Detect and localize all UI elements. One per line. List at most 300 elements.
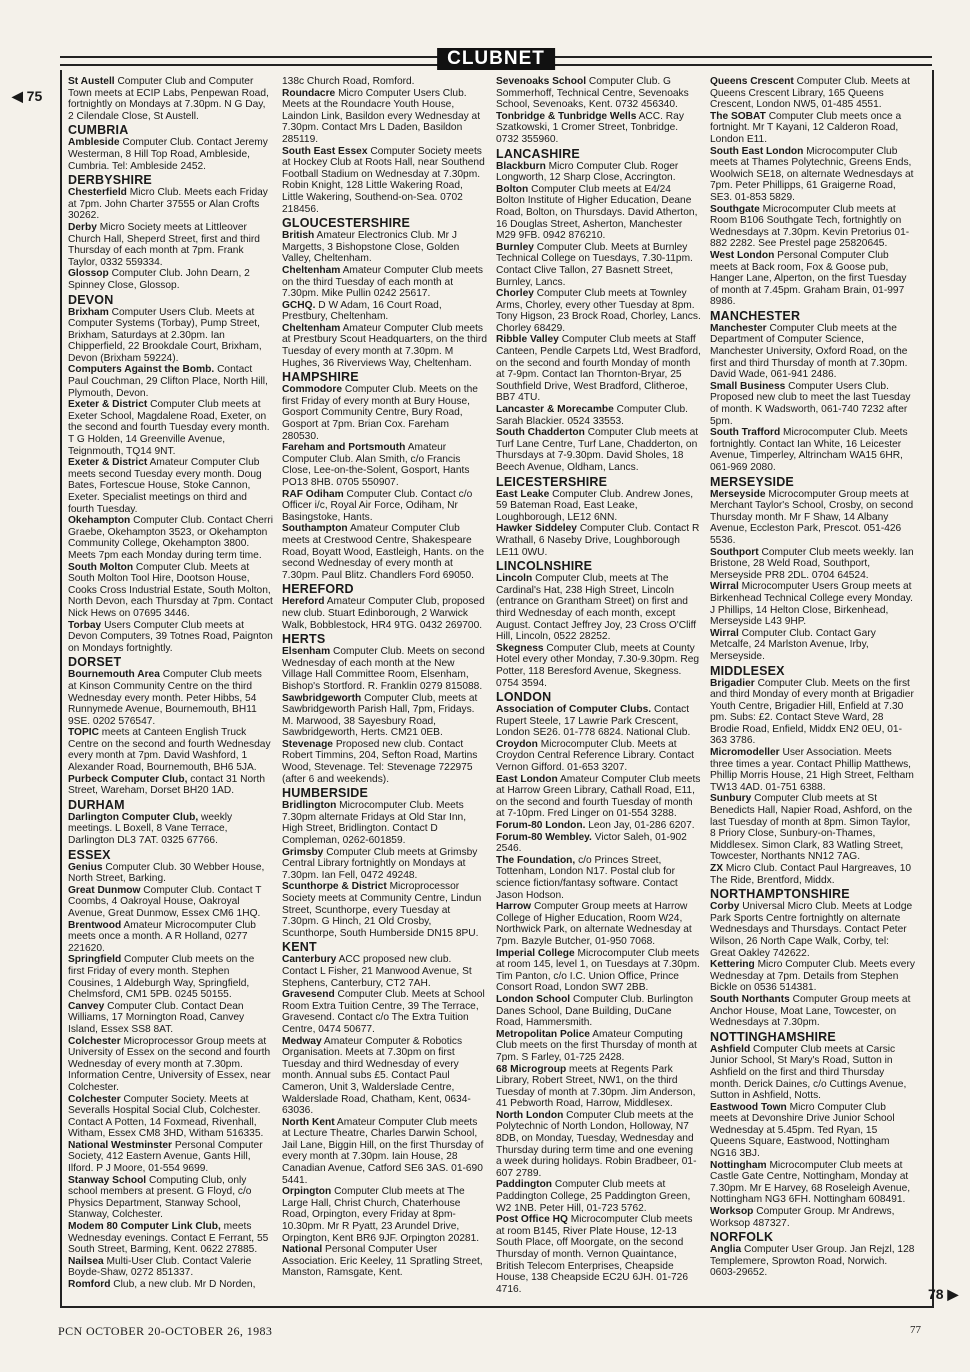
club-details: Computer Club. Meets at South Molton Tool Hire, Dootson House, Cooks Cross Industrial Estate, South Molton, North Devon, each Thursday at 7pm. Contact Nick Hews on 07695 3446. bbox=[68, 561, 273, 619]
club-name: South Northants bbox=[710, 993, 790, 1005]
club-entry bbox=[496, 832, 701, 855]
club-name: Romford bbox=[68, 1279, 111, 1290]
club-name: Sawbridgeworth bbox=[282, 692, 362, 704]
club-entry bbox=[68, 1256, 273, 1279]
club-details: Computer Users Club. Proposed new club to meet the last Tuesday of month. K Wadsworth, 061-740 7232 after 5pm. bbox=[710, 380, 911, 427]
club-details: Micro Computer Users Club. Meets at the Roundacre Youth House, Laindon Link, Basildon every Wednesday at 7.30pm. Contact Mrs L Daden, Basildon 285119. bbox=[282, 87, 481, 145]
club-details: Computer Club, meets at The Cardinal's Hat, 238 High Street, Lincoln (entrance on Grantham Street) on first and third Wednesday of each month, except August. Contact Jeffrey Joy, 23 Cross O'Cliff Hill, Lincoln, 0522 28252. bbox=[496, 573, 697, 643]
club-details: meets Wednesday evenings. Contact E Ferrant, 55 South Street, Barming, Kent. 0622 27885. bbox=[68, 1221, 269, 1256]
club-entry bbox=[496, 901, 701, 947]
club-entry bbox=[496, 334, 701, 404]
club-entry bbox=[282, 1186, 487, 1244]
club-entry bbox=[710, 547, 915, 582]
club-name: Paddington bbox=[496, 1179, 553, 1191]
club-details: Microcomputer Club meets at Thames Polytechnic, Greens Ends, Woolwich SE18, on alternate Wednesdays at 7pm. Peter Phillipps, 61 Graigerne Road, SE3. 01-853 5829. bbox=[710, 145, 914, 203]
section-title: CLUBNET bbox=[437, 48, 555, 70]
club-entry bbox=[496, 948, 701, 994]
club-details: Personal Computer Society, 412 Eastern Avenue, Gants Hill, Ilford. P J Moore, 01-554 9699. bbox=[68, 1139, 263, 1175]
club-details: Computer Club. Burlington Danes School, Dane Building, DuCane Road, Hammersmith. bbox=[496, 993, 694, 1029]
club-details: Computer Club meets weekly. Ian Bristone, 28 Weld Road, Southport, Merseyside PR8 2DL. 0704 64524. bbox=[710, 546, 914, 581]
club-entry bbox=[282, 146, 487, 216]
region-heading: HEREFORD bbox=[282, 582, 354, 597]
club-details: Computer Club meets at Townley Arms, Chorley, every other Tuesday at 8pm. Tony Higson, 23 Brock Road, Chorley, Lancs. Chorley 68429. bbox=[496, 288, 701, 334]
club-entry bbox=[710, 1206, 915, 1229]
club-name: Hereford bbox=[282, 596, 325, 608]
club-details: Computer Club. Meets on the first and third Monday of every month at Brigadier Youth Centre, Brigadier Hill, Enfield at 7.30 pm. Subs: £2. Contact Steve Ward, 28 Brodie Road, Enfield, Middx EN2 0EU, 01-363 3786. bbox=[710, 677, 914, 747]
region-heading: KENT bbox=[282, 940, 317, 955]
club-entry bbox=[710, 1044, 915, 1102]
club-name: RAF Odiham bbox=[282, 488, 344, 500]
club-details: Computer Club. G Sommerhoff, Technical Centre, Sevenoaks School, Sevenoaks, Kent. 0732 456340. bbox=[496, 76, 689, 111]
club-details: Computer Club. Contact Dean Williams, 17 Mornington Road, Canvey Island, Essex SS8 8AT. bbox=[68, 1000, 245, 1035]
club-entry bbox=[710, 793, 915, 863]
region-heading: LEICESTERSHIRE bbox=[496, 474, 608, 489]
club-entry bbox=[68, 1001, 273, 1036]
club-details: Amateur Electronics Club. Mr J Margetts, 3 Bishopstone Close, Golden Valley, Cheltenham. bbox=[282, 230, 460, 265]
club-name: Brixham bbox=[68, 306, 109, 318]
club-details: Amateur Computer Club meets at Prestbury Scout Headquarters, on the third Tuesday of every month at 7.30pm. M Hughes, 36 Riverviews Way, Cheltenham. bbox=[282, 322, 487, 369]
club-name: Harrow bbox=[496, 901, 532, 913]
club-name: Derby bbox=[68, 221, 97, 233]
club-name: South East London bbox=[710, 145, 804, 157]
club-details: Microcomputer Users Group meets at Birkenhead Technical College every Monday. J Phillips, 14 Helton Close, Birkenhead, Merseyside L43 9HP. bbox=[710, 581, 913, 628]
club-name: TOPIC bbox=[68, 727, 99, 739]
club-name: Medway bbox=[282, 1035, 322, 1047]
club-name: Manchester bbox=[710, 322, 767, 334]
club-entry bbox=[710, 747, 915, 793]
club-name: Colchester bbox=[68, 1035, 121, 1047]
club-name: Lancaster & Morecambe bbox=[496, 404, 614, 416]
club-entry bbox=[496, 161, 701, 184]
club-name: Purbeck Computer Club, bbox=[68, 773, 188, 785]
club-details: Computer Club. John Dearn, 2 Spinney Close, Glossop. bbox=[68, 268, 250, 291]
club-name: St Austell bbox=[68, 76, 115, 87]
club-details: Microcomputer Club meets at room 145, level 1, on Tuesdays at 7.30pm. Tim Panton, c/o I.C. Union Office, Prince Consort Road, London SW7 2BB. bbox=[496, 947, 700, 994]
club-details: Microcomputer Club. Meets 7.30pm alternate Fridays at Old Star Inn, High Street, Bridlington. Contact D Compleman, 0262-601859. bbox=[282, 800, 467, 847]
club-name: Hawker Siddeley bbox=[496, 523, 577, 535]
club-details: meets at Canteen English Truck Centre on the second and fourth Wednesday every month at 7pm. David Washford, 1 Alexander Road, Bournemouth, BH6 5JA. bbox=[68, 727, 271, 774]
club-name: Canvey bbox=[68, 1000, 105, 1012]
club-details: Computer Club. 30 Webber House, North Street, Barking. bbox=[68, 861, 265, 885]
club-entry bbox=[282, 989, 487, 1035]
club-details: contact 31 North Street, Wareham, Dorset BH20 1AD. bbox=[68, 773, 266, 797]
region-heading: NOTTINGHAMSHIRE bbox=[710, 1029, 836, 1044]
club-name: Worksop bbox=[710, 1206, 754, 1218]
club-entry bbox=[496, 1110, 701, 1180]
club-entry bbox=[68, 1140, 273, 1175]
club-details: Computer Group meets at Harrow College of Higher Education, Room W24, Northwick Park, on alternate Wednesday at 7pm. Bazyle Butcher, 01-950 7068. bbox=[496, 901, 692, 947]
club-entry bbox=[68, 920, 273, 955]
club-details: User Association. Meets three times a year. Contact Phillip Matthews, Phillip Morris House, 21 High Street, Feltham TW13 4AD. 01-751 6388. bbox=[710, 747, 914, 793]
club-name: The Foundation, bbox=[496, 854, 576, 866]
club-details: Computer Club. Meets at Queens Crescent Library, 165 Queens Crescent, London NW5, 01-485 4551. bbox=[710, 76, 910, 111]
club-entry bbox=[496, 76, 701, 111]
club-details: Computer User Group. Jan Rejzl, 128 Templemere, Sprowton Road, Norwich. 0603-29652. bbox=[710, 1244, 915, 1279]
club-entry bbox=[68, 1094, 273, 1140]
club-name: Modem 80 Computer Link Club, bbox=[68, 1221, 221, 1233]
club-entry bbox=[710, 901, 915, 959]
club-name: British bbox=[282, 230, 315, 242]
club-details: Computer Club meets at Kinson Community Centre on the third Wednesday every month. Peter Hibbs, 54 Runnymede Avenue, Bournemouth, BH11 9SE. 0202 576547. bbox=[68, 669, 262, 727]
club-entry bbox=[282, 1244, 487, 1279]
club-entry bbox=[68, 307, 273, 365]
club-entry bbox=[710, 863, 915, 886]
club-details: Microprocessor Society meets at Community Centre, Lindun Street, Scunthorpe, every Tuesday at 7.30pm. G Hinch, 21 Old Crosby, Scunthorpe, South Humberside DN15 8PU. bbox=[282, 881, 482, 939]
club-name: Eastwood Town bbox=[710, 1101, 787, 1113]
club-details: Computer Club. Andrew Jones, 59 Bateman Road, East Leake, Loughborough, LE12 6NN. bbox=[496, 488, 694, 523]
region-heading: ESSEX bbox=[68, 847, 111, 862]
club-entry bbox=[710, 381, 915, 427]
club-name: Exeter & District bbox=[68, 399, 148, 411]
club-details: Microcomputer Club meets at room B145, River Plate House, 12-13 South Place, off Moorgate, on the second Thursday of month. Vernon Quaintance, British Telecom Enterprises, Cheapside House, 138 Cheapside EC2U 6JH. 01-726 4716. bbox=[496, 1214, 693, 1295]
club-name: Great Dunmow bbox=[68, 884, 141, 896]
club-name: East Leake bbox=[496, 488, 550, 500]
club-entry bbox=[68, 727, 273, 773]
club-entry bbox=[710, 1102, 915, 1160]
club-details: Computer Society. Meets at Severalls Hospital Social Club, Colchester. Contact A Potten, 14 Foxmead, Rivenhall, Witham, Essex CM8 3HD, Witham 516335. bbox=[68, 1093, 264, 1140]
region-heading: CUMBRIA bbox=[68, 123, 129, 138]
club-details: Microcomputer Club meets at Castle Gate Centre, Nottingham, Monday at 7.30pm. Mr E Harvey, 68 Roseleigh Avenue, Nottingham NG3 6FH. Nottingham 608491. bbox=[710, 1159, 911, 1206]
region-heading: DORSET bbox=[68, 655, 122, 670]
club-name: North London bbox=[496, 1109, 564, 1121]
club-details: Contact Rupert Steele, 17 Lawrie Park Crescent, London SE26. 01-778 6824. National Club. bbox=[496, 704, 691, 739]
club-details: Universal Micro Club. Meets at Lodge Park Sports Centre fortnightly on alternate Wednesdays and Thursdays. Contact Peter Wilson, 26 North Cape Walk, Corby, tel: Great Oakley 742622. bbox=[710, 901, 913, 959]
listing-columns bbox=[68, 76, 926, 1300]
club-entry bbox=[496, 184, 701, 242]
club-name: Ambleside bbox=[68, 137, 120, 149]
club-entry bbox=[496, 994, 701, 1029]
club-entry bbox=[496, 774, 701, 820]
club-name: ZX bbox=[710, 863, 724, 874]
club-details: Amateur Computer Club. Alan Smith, c/o Francis Close, Lee-on-the-Solent, Gosport, Hants PO13 8HB. 0705 550907. bbox=[282, 442, 470, 488]
club-entry bbox=[282, 230, 487, 265]
club-details: Computer Club meets at Carsic Junior School, St Mary's Road, Sutton in Ashfield on the first and third Thursday month. Derick Daines, c/o Cuttings Avenue, Sutton in Ashfield, Notts. bbox=[710, 1043, 907, 1102]
club-name: Blackburn bbox=[496, 160, 546, 172]
club-entry bbox=[68, 515, 273, 561]
club-details: Users Computer Club meets at Devon Computers, 39 Totnes Road, Paignton on Mondays fortnightly. bbox=[68, 619, 273, 654]
club-details: ACC. Ray Szatkowski, 1 Cromer Street, Tonbridge. 0732 355960. bbox=[496, 110, 684, 145]
club-name: Ribble Valley bbox=[496, 334, 559, 346]
club-details: Computer Club. Contact Gary Metcalfe, 24 Marlston Avenue, Irby, Merseyside. bbox=[710, 627, 876, 662]
club-entry bbox=[282, 693, 487, 739]
club-details: Micro Society meets at Littleover Church Hall, Sheperd Street, first and third Thursday of each month at 7pm. Frank Taylor, 0332 559334. bbox=[68, 221, 260, 268]
club-name: Lincoln bbox=[496, 573, 533, 585]
club-details: Computer Group meets at Anchor House, Moat Lane, Towcester, on Wednesdays at 7.30pm. bbox=[710, 993, 911, 1029]
club-name: GCHQ. bbox=[282, 299, 316, 311]
club-entry bbox=[68, 1279, 273, 1291]
region-heading: DURHAM bbox=[68, 797, 125, 812]
club-details: Personal Computer Club meets at Back room, Fox & Goose pub, Hanger Lane, Alperton, on the first Tuesday of month at 7.45pm. Graham Brain, 01-997 8986. bbox=[710, 249, 907, 308]
club-name: Darlington Computer Club, bbox=[68, 811, 199, 823]
club-entry bbox=[496, 489, 701, 524]
club-name: 68 Microgroup bbox=[496, 1063, 567, 1075]
club-details: Computer Club. Contact T Coombs, 4 Oakroyal House, Oakroyal Avenue, Great Dunmow, Essex CM6 1HQ. bbox=[68, 884, 262, 919]
club-name: Stevenage bbox=[282, 738, 333, 750]
club-entry bbox=[68, 885, 273, 920]
club-entry bbox=[710, 581, 915, 627]
club-details: Computer Club and Computer Town meets at ECIP Labs, Penpewan Road, fortnightly on Mondays at 7.30pm. N G Day, 2 Cilendale Close, St Austell. bbox=[68, 76, 269, 122]
club-name: Wirral bbox=[710, 581, 739, 593]
club-entry bbox=[710, 678, 915, 748]
club-details: Computer Club meets at Grimsby Central Library fortnightly on Mondays at 7.30pm. Ian Fell, 0472 49248. bbox=[282, 846, 478, 881]
region-heading: NORTHAMPTONSHIRE bbox=[710, 887, 850, 902]
club-details: Micro Computer Club. Roger Longworth, 12 Sharp Close, Accrington. bbox=[496, 160, 679, 184]
club-details: Computer Club meets at Turf Lane Centre, Turf Lane, Chadderton, on Thursdays at 7-9.30pm. David Sholes, 18 Beech Avenue, Oldham, Lancs. bbox=[496, 427, 699, 473]
club-name: Orpington bbox=[282, 1186, 332, 1198]
club-name: Bridlington bbox=[282, 800, 337, 812]
next-page-link[interactable]: 78 ▶ bbox=[928, 1286, 959, 1302]
club-details: Microcomputer Group meets at Merchant Taylor's School, Crosby, on second Thursday month. Mr F Shaw, 14 Albany Avenue, Eccleston Park, Prescot. 051-426 5536. bbox=[710, 488, 914, 546]
club-entry bbox=[710, 146, 915, 204]
club-details: Microcomputer Club. Meets fortnightly. Contact Ian White, 16 Leicester Avenue, Timperley, Altrincham WA15 6HR, 061-969 2080. bbox=[710, 427, 908, 473]
club-name: South East Essex bbox=[282, 145, 368, 157]
club-entry bbox=[710, 994, 915, 1029]
club-name: Corby bbox=[710, 901, 740, 913]
club-entry bbox=[496, 1064, 701, 1110]
club-name: North Kent bbox=[282, 1116, 335, 1128]
club-details: Computer Club meets at the Polytechnic of North London, Holloway, N7 8DB, on Monday, Tuesday, Wednesday and Thursday during term time and one evening a week during holidays. Robin Bradbeer, 01-607 2789. bbox=[496, 1109, 697, 1179]
club-details: Computer Club. Meets on second Wednesday of each month at the New Village Hall Committee Room, Elsenham, Bishop's Stortford. R. Franklin 0279 815088. bbox=[282, 646, 485, 692]
club-entry bbox=[68, 669, 273, 727]
club-name: National bbox=[282, 1244, 323, 1256]
club-entry bbox=[282, 76, 487, 88]
club-entry bbox=[496, 739, 701, 774]
club-name: Commodore bbox=[282, 384, 342, 396]
club-name: Torbay bbox=[68, 619, 102, 631]
club-details: Victor Saleh, 01-902 2546. bbox=[496, 831, 687, 855]
club-name: Brigadier bbox=[710, 677, 755, 689]
club-details: Micro Club. Contact Paul Hargreaves, 10 The Ride, Brentford, Middx. bbox=[710, 863, 912, 886]
club-details: Computer Club. Meets on the first Friday of every month at Bury House, Gosport Community Centre, Bury Road, Gosport at 7pm. Brian Cox. Fareham 280530. bbox=[282, 384, 478, 442]
club-entry bbox=[496, 1179, 701, 1214]
club-entry bbox=[282, 847, 487, 882]
club-details: Amateur Computer Club meets at Lecture Theatre, Charles Darwin School, Jail Lane, Biggin Hill, on the first Thursday of every month at 7.30pm. Iain House, 28 Canadian Avenue, Catford SE6 3AS. 01-690 5441. bbox=[282, 1116, 484, 1186]
club-details: Computer Club meets at Staff Canteen, Pendle Carpets Ltd, West Bradford, on the second and fourth Monday of month at 7-9pm. Contact Ian Thornton-Bryar, 25 Southfield Drive, West Bradford, Clitheroe, BB7 4TU. bbox=[496, 334, 701, 404]
club-details: Computer Club. Contact Cherri Graebe, Okehampton 3523, or Okehampton Community College, Okehampton 3800. Meets 7pm each Monday during term time. bbox=[68, 515, 273, 561]
club-entry bbox=[496, 427, 701, 473]
club-details: Amateur Computer Club meets second Tuesday every month. Doug Bates, Fortescue House, Stoke Cannon, Exeter. Specialist meetings on third and fourth Tuesday. bbox=[68, 457, 262, 515]
region-heading: MIDDLESEX bbox=[710, 663, 785, 678]
club-entry bbox=[496, 1214, 701, 1295]
club-details: Computer Club meets at The Large Hall, Christ Church, Chaterhouse Road, Orpington, every Friday at 8pm-10.30pm. Mr R Pyatt, 23 Arundel Drive, Orpington, Kent BR6 9JF. Orpington 20281. bbox=[282, 1186, 480, 1244]
club-name: Roundacre bbox=[282, 87, 336, 99]
footer-issue: PCN OCTOBER 20-OCTOBER 26, 1983 bbox=[58, 1324, 273, 1338]
club-entry bbox=[282, 1117, 487, 1187]
club-entry bbox=[68, 364, 273, 399]
club-name: Elsenham bbox=[282, 646, 331, 658]
club-name: Queens Crescent bbox=[710, 76, 794, 87]
club-entry bbox=[496, 573, 701, 643]
club-entry bbox=[68, 954, 273, 1000]
club-entry bbox=[68, 137, 273, 172]
club-details: Micro Computer Club meets at Devonshire Drive Junior School Wednesday at 5.45pm. Ted Ryan, 15 Queens Square, Eastwood, Nottingham NG16 3BJ. bbox=[710, 1101, 895, 1160]
club-entry bbox=[282, 800, 487, 846]
club-entry bbox=[710, 323, 915, 381]
club-details: Microcomputer Club meets at Room B106 Southgate Tech, fortnightly on Wednesdays at 7.30pm. Kevin Pretorius 01-882 2282. See Prestel page 25820645. bbox=[710, 203, 910, 250]
club-details: ACC proposed new club. Contact L Fisher, 21 Manwood Avenue, St Stephens, Canterbury, CT2 7AH. bbox=[282, 954, 472, 989]
club-name: Fareham and Portsmouth bbox=[282, 442, 406, 454]
club-name: Nottingham bbox=[710, 1159, 767, 1171]
club-entry bbox=[68, 620, 273, 655]
club-details: Computer Club. Meets at Burnley Technical College on Tuesdays, 7.30-11pm. Contact Clive Tallon, 27 Basnett Street, Burnley, Lancs. bbox=[496, 241, 693, 288]
club-details: Amateur Computing Club meets on the first Thursday of month at 7pm. S Farley, 01-725 2428. bbox=[496, 1028, 697, 1063]
club-name: Metropolitan Police bbox=[496, 1028, 590, 1040]
club-name: Bolton bbox=[496, 183, 529, 195]
club-details: D W Adam, 16 Court Road, Prestbury, Cheltenham. bbox=[282, 299, 442, 323]
club-entry bbox=[710, 628, 915, 663]
club-name: East London bbox=[496, 773, 558, 785]
club-details: Computer Club meets at Exeter School, Magdalene Road, Exeter, on the second and fourth Tuesday every month. T G Holden, 14 Greenville Avenue, Teignmouth, TQ14 9NT. bbox=[68, 399, 270, 457]
club-details: Computer Club. Contact R Wrathall, 6 Naseby Drive, Loughborough LE11 0WU. bbox=[496, 523, 700, 558]
club-entry bbox=[68, 1036, 273, 1094]
club-name: Association of Computer Clubs. bbox=[496, 704, 652, 716]
club-name: Brentwood bbox=[68, 919, 122, 931]
club-name: Exeter & District bbox=[68, 457, 148, 469]
club-name: Cheltenham bbox=[282, 322, 341, 334]
club-details: Computer Club, meets at Sawbridgeworth Parish Hall, 7pm, Fridays. M. Marwood, 38 Sayesbury Road, Sawbridgeworth, Herts. CM21 0EB. bbox=[282, 692, 478, 739]
club-entry bbox=[710, 427, 915, 473]
club-details: Micro Computer Club. Meets every Wednesday at 7pm. Details from Stephen Bickle on 0536 514381. bbox=[710, 959, 915, 994]
club-name: Wirral bbox=[710, 627, 739, 639]
club-name: Small Business bbox=[710, 380, 786, 392]
club-name: Tonbridge & Tunbridge Wells bbox=[496, 110, 637, 122]
column-1 bbox=[68, 76, 273, 1300]
club-entry bbox=[282, 646, 487, 692]
club-details: c/o Princes Street, Tottenham, London N17. Postal club for science fiction/fantasy software. Contact Jason Hodson. bbox=[496, 854, 678, 901]
club-name: Nailsea bbox=[68, 1255, 104, 1267]
club-entry bbox=[496, 1029, 701, 1064]
region-heading: DERBYSHIRE bbox=[68, 173, 152, 188]
club-entry bbox=[282, 265, 487, 300]
club-details: Proposed new club. Contact Robert Timmins, 204, Sefton Road, Martins Wood, Stevenage. Tel: Stevenage 722975 (after 6 and weekends). bbox=[282, 738, 478, 785]
club-details: Club, a new club. Mr D Norden, bbox=[113, 1279, 256, 1290]
club-entry bbox=[496, 643, 701, 689]
club-details: Computer Club meets once a fortnight. Mr T Kayani, 12 Calderon Road, London E11. bbox=[710, 110, 902, 145]
club-entry bbox=[68, 187, 273, 222]
club-name: Skegness bbox=[496, 642, 544, 654]
club-details: Computer Club. Sarah Blackier. 0524 33553. bbox=[496, 404, 688, 427]
club-entry bbox=[710, 204, 915, 250]
club-name: West London bbox=[710, 249, 775, 261]
club-entry bbox=[68, 1221, 273, 1256]
club-entry bbox=[68, 457, 273, 515]
club-entry bbox=[282, 954, 487, 989]
club-details: Computer Group. Mr Andrews, Worksop 487327. bbox=[710, 1206, 895, 1229]
club-name: Ashfield bbox=[710, 1043, 751, 1055]
club-details: Computer Users Club. Meets at Computer Systems (Torbay), Pump Street, Brixham, Saturdays at 2.30pm. Ian Chipperfield, 22 Brookdale Court, Brixham, Devon (Brixham 59224). bbox=[68, 306, 262, 364]
club-details: Computer Society meets at Hockey Club at Roots Hall, near Southend Football Stadium on Wednesday at 7.30pm. Robin Knight, 128 Little Wakering Road, Little Wakering, Southend-on-Sea. 0702 218456. bbox=[282, 145, 485, 215]
club-entry bbox=[710, 959, 915, 994]
club-details: Microcomputer Club. Meets at Croydon Central Reference Library. Contact Vernon Gifford. 01-653 3207. bbox=[496, 738, 694, 774]
club-details: Amateur Computer Club meets at Harrow Green Library, Cathall Road, E11, on the second and fourth Tuesday of month at 7-10pm. Fred Linger on 01-554 3288. bbox=[496, 773, 701, 820]
club-name: London School bbox=[496, 993, 571, 1005]
club-name: Micromodeller bbox=[710, 747, 780, 759]
column-4 bbox=[710, 76, 915, 1300]
club-name: Imperial College bbox=[496, 947, 575, 959]
club-entry bbox=[282, 523, 487, 581]
club-entry bbox=[68, 76, 273, 122]
club-entry bbox=[282, 300, 487, 323]
club-entry bbox=[282, 442, 487, 488]
club-entry bbox=[282, 596, 487, 631]
club-details: Computer Club meets at Paddington College, 25 Paddington Green, W2 1NB. Peter Hill, 01-723 5762. bbox=[496, 1179, 691, 1214]
club-details: Contact Paul Couchman, 29 Clifton Place, North Hill, Plymouth, Devon. bbox=[68, 364, 268, 399]
club-entry bbox=[282, 489, 487, 524]
club-name: Genius bbox=[68, 861, 103, 873]
region-heading: LONDON bbox=[496, 690, 552, 705]
club-entry bbox=[496, 855, 701, 901]
club-details: Computer Club meets on the first Friday of every month. Stephen Cousines, 1 Aldeburgh Way, Springfield, Chelmsford, CM1 5PB. 0245 50155. bbox=[68, 954, 255, 1001]
club-entry bbox=[68, 399, 273, 457]
club-entry bbox=[282, 88, 487, 146]
club-entry bbox=[282, 739, 487, 785]
club-entry bbox=[282, 881, 487, 939]
club-entry bbox=[68, 812, 273, 847]
club-name: Sunbury bbox=[710, 793, 752, 805]
club-entry bbox=[496, 523, 701, 558]
region-heading: LINCOLNSHIRE bbox=[496, 559, 593, 574]
club-name: Bournemouth Area bbox=[68, 669, 160, 681]
club-name: Sevenoaks School bbox=[496, 76, 587, 87]
club-name: South Chadderton bbox=[496, 427, 585, 439]
club-entry bbox=[710, 489, 915, 547]
club-name: Southgate bbox=[710, 203, 760, 215]
club-details: 138c Church Road, Romford. bbox=[282, 76, 415, 87]
club-details: weekly meetings. L Boxell, 8 Vane Terrace, Darlington DL3 7AT. 0325 67766. bbox=[68, 811, 233, 847]
club-entry bbox=[496, 111, 701, 146]
club-name: Scunthorpe & District bbox=[282, 881, 387, 893]
club-entry bbox=[710, 111, 915, 146]
club-details: Multi-User Club. Contact Valerie Boyde-Shaw, 0272 851337. bbox=[68, 1255, 252, 1279]
club-details: Personal Computer User Association. Eric Keeley, 11 Spratling Street, Manston, Ramsgate, Kent. bbox=[282, 1244, 483, 1279]
region-heading: GLOUCESTERSHIRE bbox=[282, 216, 411, 231]
club-entry bbox=[282, 1036, 487, 1117]
club-entry bbox=[710, 1244, 915, 1279]
club-name: Canterbury bbox=[282, 954, 337, 966]
club-name: Kettering bbox=[710, 959, 755, 971]
club-details: Computer Club meets at the Department of Computer Science, Manchester University, Oxford Road, on the first and third Thursday of month at 7.30pm. David Wade, 061-941 2486. bbox=[710, 322, 908, 381]
region-heading: HUMBERSIDE bbox=[282, 786, 369, 801]
club-name: Gravesend bbox=[282, 989, 335, 1001]
club-name: Stanway School bbox=[68, 1174, 147, 1186]
club-name: Merseyside bbox=[710, 488, 766, 500]
club-name: Colchester bbox=[68, 1093, 121, 1105]
previous-page-link[interactable]: ◀ 75 bbox=[12, 88, 43, 104]
region-heading: DEVON bbox=[68, 292, 114, 307]
club-name: The SOBAT bbox=[710, 110, 766, 122]
club-name: Cheltenham bbox=[282, 264, 341, 276]
region-heading: MANCHESTER bbox=[710, 308, 801, 323]
club-name: National Westminster bbox=[68, 1139, 172, 1151]
column-3 bbox=[496, 76, 701, 1300]
club-name: South Molton bbox=[68, 561, 134, 573]
club-name: Southampton bbox=[282, 523, 348, 535]
club-name: Computers Against the Bomb. bbox=[68, 364, 215, 376]
club-details: Computer Club. Meets at School Room Extra Tuition Centre, 39 The Terrace, Gravesend. Contact c/o The Extra Tuition Centre, 0474 50677. bbox=[282, 989, 485, 1035]
column-2 bbox=[282, 76, 487, 1300]
club-entry bbox=[68, 222, 273, 268]
club-name: South Trafford bbox=[710, 427, 781, 439]
club-details: Amateur Computer & Robotics Organisation. Meets at 7.30pm on first Tuesday and third Wednesday of every month. Annual subs £5. Contact Paul Cameron, Unit 3, Walderslade Centre, Walderslade Road, Chatham, Kent, 0634-63036. bbox=[282, 1035, 471, 1117]
region-heading: HAMPSHIRE bbox=[282, 370, 359, 385]
club-name: Post Office HQ bbox=[496, 1214, 568, 1226]
club-name: Chorley bbox=[496, 288, 534, 300]
club-entry bbox=[496, 704, 701, 739]
region-heading: HERTS bbox=[282, 632, 326, 647]
club-name: Grimsby bbox=[282, 846, 324, 858]
club-name: Burnley bbox=[496, 241, 534, 253]
club-entry bbox=[282, 384, 487, 442]
